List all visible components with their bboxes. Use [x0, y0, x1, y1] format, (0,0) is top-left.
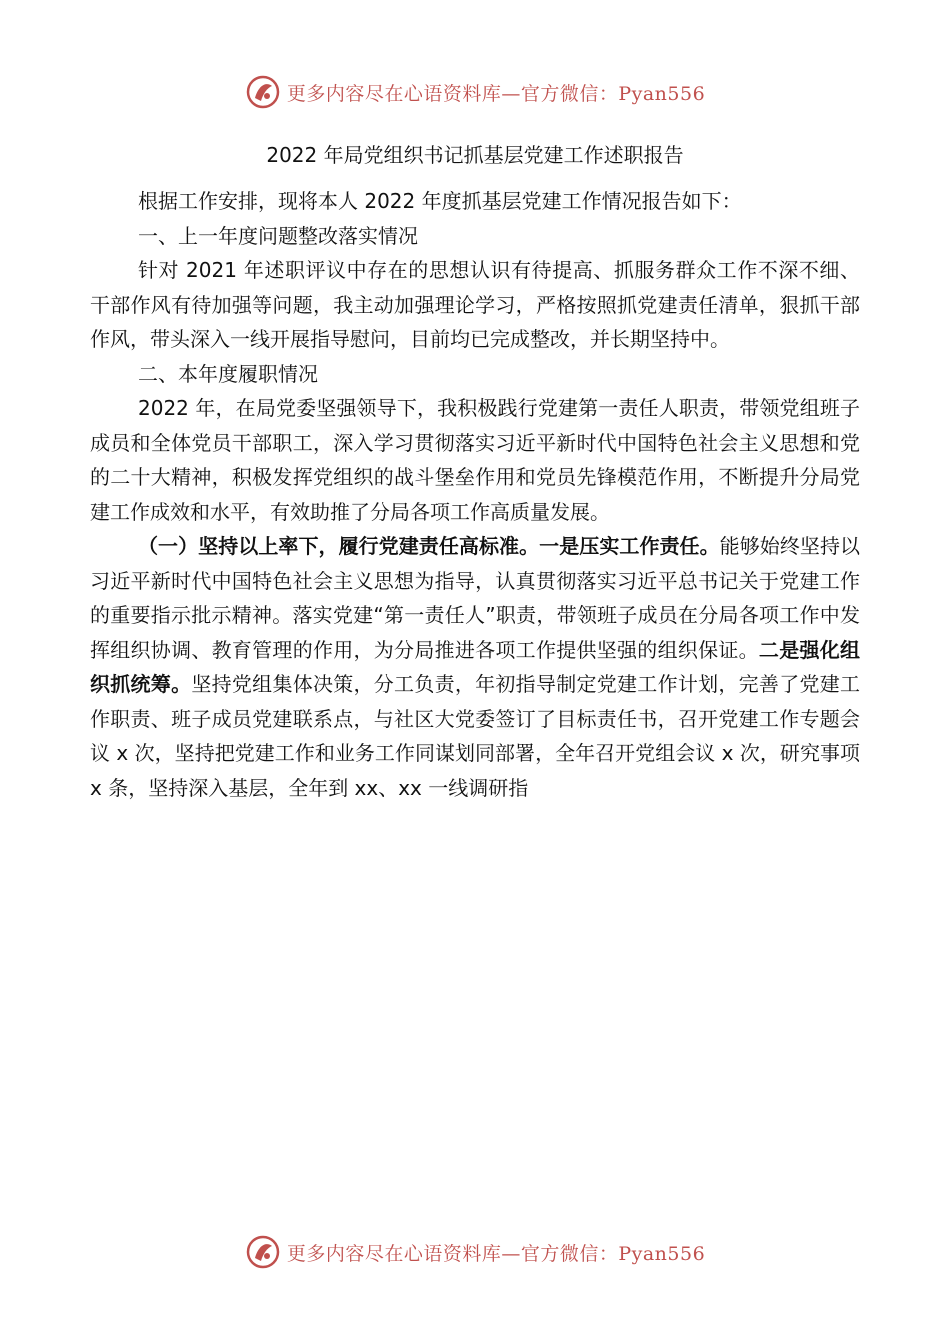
header-watermark — [0, 72, 950, 112]
section-1-heading: 一、上一年度问题整改落实情况 — [138, 223, 418, 248]
subsection-1-paragraph — [90, 529, 860, 805]
section-2-paragraph: 2022 年，在局党委坚强领导下，我积极践行党建第一责任人职责，带领党组班子成员和全体党员干部职工，深入学习贯彻落实习近平新时代中国特色社会主义思想和党的二十大精神，积极发挥党组织的战斗堡垒作用和党员先锋模范作用，不断提升分局党建工作成效和水平，有效助推了分局各项工作高质量发展。 — [90, 396, 860, 524]
footer-watermark — [0, 1232, 950, 1272]
subsection-1-heading: （一）坚持以上率下，履行党建责任高标准。 — [138, 534, 540, 558]
intro-paragraph: 根据工作安排，现将本人 2022 年度抓基层党建工作情况报告如下： — [138, 189, 742, 213]
point-2-heading: 二是强化组织抓统筹。 — [90, 637, 861, 696]
section-1-paragraph: 针对 2021 年述职评议中存在的思想认识有待提高、抓服务群众工作不深不细、干部作风有待加强等问题，我主动加强理论学习，严格按照抓党建责任清单，狠抓干部作风，带头深入一线开展指导慰问，目前均已完成整改，并长期坚持中。 — [90, 258, 860, 351]
point-2-text: 坚持党组集体决策，分工负责，年初指导制定党建工作计划，完善了党建工作职责、班子成员党建联系点，与社区大党委签订了目标责任书，召开党建工作专题会议 x 次，坚持把党建工作和业务工作同谋划同部署，全年召开党组会议 x 次，研究事项 x 条，坚持深入基层，全年到 xx、xx 一线调研指 — [90, 672, 861, 800]
brand-logo-icon — [245, 1234, 281, 1270]
point-1-heading: 一是压实工作责任。 — [539, 534, 720, 558]
section-2-heading: 二、本年度履职情况 — [138, 361, 318, 386]
watermark-text: 更多内容尽在心语资料库—官方微信：Pyan556 — [286, 1242, 706, 1265]
document-title: 2022 年局党组织书记抓基层党建工作述职报告 — [266, 143, 684, 167]
brand-logo-icon — [245, 74, 281, 110]
document-body — [90, 138, 860, 805]
watermark-text: 更多内容尽在心语资料库—官方微信：Pyan556 — [286, 82, 706, 105]
point-1-text: 能够始终坚持以习近平新时代中国特色社会主义思想为指导，认真贯彻落实习近平总书记关于党建工作的重要指示批示精神。落实党建“第一责任人”职责，带领班子成员在分局各项工作中发挥组织协调、教育管理的作用，为分局推进各项工作提供坚强的组织保证。 — [90, 534, 861, 662]
